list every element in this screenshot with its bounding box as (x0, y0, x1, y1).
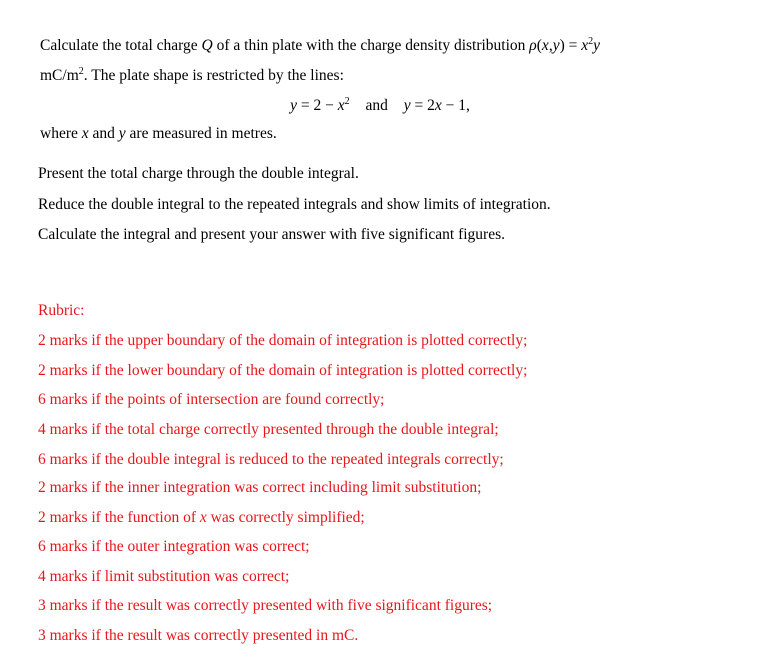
var-y: y (403, 97, 411, 114)
rubric-item: 2 marks if the inner integration was correct including limit substitution; (38, 479, 482, 496)
rubric-item: 6 marks if the double integral is reduced to the repeated integrals correctly; (38, 451, 504, 468)
exponent: 2 (78, 66, 84, 77)
comma: , (548, 37, 553, 54)
rubric-item: 6 marks if the points of intersection are found correctly; (38, 391, 385, 408)
rubric-item (38, 508, 365, 528)
rubric-item: 3 marks if the result was correctly presented with five significant figures; (38, 597, 493, 614)
equation-and: and (361, 97, 392, 114)
problem-line-1 (40, 36, 600, 56)
problem-text: and (88, 125, 119, 142)
var-y: y (118, 125, 126, 142)
rubric-text: 2 marks if the function of (38, 509, 200, 526)
exponent: 2 (588, 36, 594, 47)
var-x: x (81, 125, 89, 142)
rubric-item: 2 marks if the upper boundary of the domain of integration is plotted correctly; (38, 332, 528, 349)
problem-line-3 (40, 124, 277, 144)
rubric-item: 4 marks if limit substitution was correct; (38, 568, 290, 585)
equation-part: = 2 − (296, 97, 338, 114)
problem-text: Calculate the total charge (40, 37, 202, 54)
var-x: x (434, 97, 442, 114)
rubric-item: 4 marks if the total charge correctly presented through the double integral; (38, 421, 499, 438)
task-item: Present the total charge through the double integral. (38, 165, 359, 182)
var-y: y (593, 37, 601, 54)
exponent: 2 (344, 96, 350, 107)
task-item: Calculate the integral and present your answer with five significant figures. (38, 226, 505, 243)
problem-text: are measured in metres. (125, 125, 277, 142)
rubric-item: 6 marks if the outer integration was correct; (38, 538, 310, 555)
var-y: y (552, 37, 560, 54)
equation-part: = 2 (410, 97, 435, 114)
task-item: Reduce the double integral to the repeated integrals and show limits of integration. (38, 196, 551, 213)
var-Q: Q (201, 37, 213, 54)
rubric-item: 3 marks if the result was correctly presented in mC. (38, 627, 359, 644)
equation-part: − 1, (441, 97, 470, 114)
var-x: x (581, 37, 589, 54)
rubric-title: Rubric: (38, 302, 85, 319)
boundary-equations (0, 96, 760, 116)
rho-symbol: ρ (529, 37, 537, 54)
var-x: x (541, 37, 549, 54)
rubric-item: 2 marks if the lower boundary of the domain of integration is plotted correctly; (38, 362, 528, 379)
problem-text: . The plate shape is restricted by the lines: (83, 67, 344, 84)
var-y: y (290, 97, 297, 114)
paren: ( (536, 37, 542, 54)
var-x: x (199, 509, 207, 526)
problem-text: of a thin plate with the charge density distribution (212, 37, 530, 54)
var-x: x (337, 97, 345, 114)
paren-equals: ) = (559, 37, 582, 54)
problem-text: where (40, 125, 82, 142)
rubric-text: was correctly simplified; (206, 509, 365, 526)
unit: mC/m (40, 67, 79, 84)
problem-line-2 (40, 66, 344, 86)
